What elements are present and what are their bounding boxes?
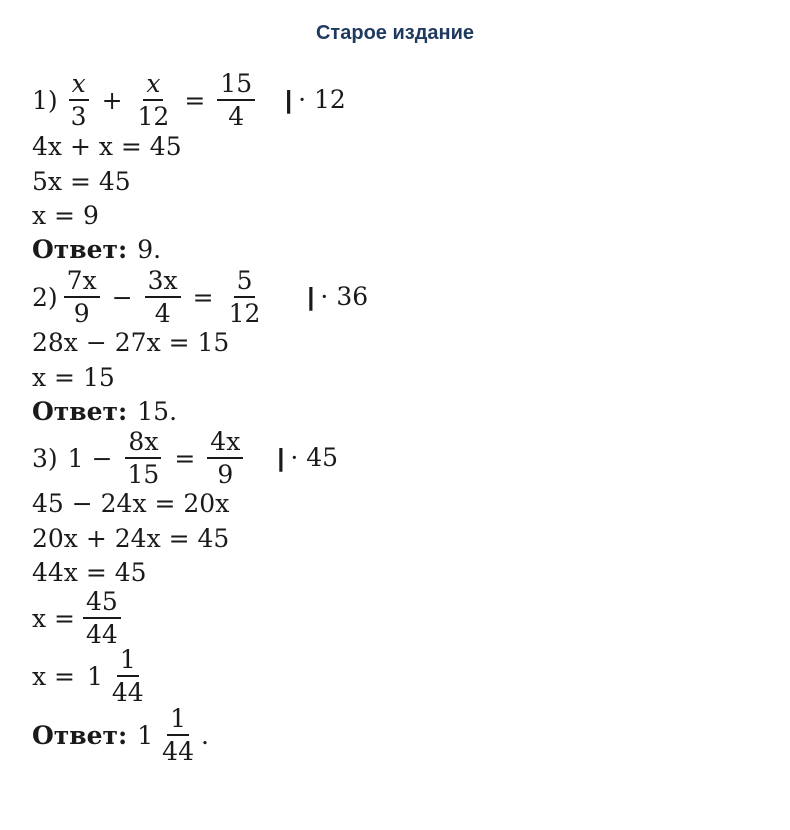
fraction-denominator: 3	[70, 102, 87, 131]
solution-step: 44x = 45	[32, 557, 147, 587]
fraction-step	[32, 587, 125, 649]
vertical-bar: |	[277, 444, 285, 472]
fraction-numerator: 45	[83, 589, 121, 619]
fraction	[109, 647, 147, 705]
fraction-numerator: 3x	[145, 268, 181, 298]
multiplier-value: · 36	[320, 282, 369, 311]
mixed-number-step	[32, 645, 151, 707]
fraction-numerator: x	[143, 71, 163, 101]
vertical-bar: |	[285, 86, 293, 114]
mixed-integer: 1	[137, 720, 154, 750]
fraction-denominator: 4	[154, 299, 171, 328]
fraction	[68, 71, 90, 129]
multiplier	[285, 85, 346, 115]
multiplier-value: · 12	[298, 85, 346, 114]
solution-step: x = 9	[32, 200, 99, 230]
fraction-numerator: 5	[234, 268, 256, 298]
fraction	[226, 268, 264, 326]
problem-2-equation	[32, 266, 369, 328]
page-title: Старое издание	[315, 22, 475, 44]
answer-line	[32, 391, 177, 431]
fraction-denominator: 9	[73, 299, 90, 328]
fraction	[83, 589, 121, 647]
operator: −	[91, 443, 113, 473]
problem-1-equation	[32, 69, 346, 131]
problem-3-equation	[32, 427, 339, 489]
fraction-numerator: 15	[217, 71, 255, 101]
multiplier-value: · 45	[290, 443, 339, 472]
equals-sign: =	[184, 85, 206, 115]
solution-step: 45 − 24x = 20x	[32, 488, 230, 518]
fraction	[217, 71, 255, 129]
multiplier	[277, 443, 338, 473]
answer-line	[32, 229, 161, 269]
fraction-denominator: 44	[86, 620, 118, 649]
fraction	[64, 268, 100, 326]
fraction-numerator: 1	[117, 647, 139, 677]
fraction-numerator: 8x	[125, 429, 161, 459]
fraction-numerator: 7x	[64, 268, 100, 298]
step-lhs: x =	[32, 603, 75, 633]
equals-sign: =	[192, 282, 214, 312]
fraction-numerator: 1	[167, 706, 189, 736]
problem-number: 1)	[32, 85, 58, 115]
answer-label: Ответ:	[32, 396, 128, 426]
solution-step: 20x + 24x = 45	[32, 523, 230, 553]
fraction-denominator: 15	[127, 460, 160, 489]
vertical-bar: |	[307, 283, 315, 311]
fraction-denominator: 12	[228, 299, 261, 328]
solution-step: 4x + x = 45	[32, 131, 182, 161]
problem-number: 2)	[32, 282, 58, 312]
fraction-denominator: 44	[162, 737, 194, 766]
fraction	[145, 268, 181, 326]
fraction	[159, 706, 197, 764]
fraction-denominator: 44	[111, 678, 144, 707]
fraction	[207, 429, 243, 487]
answer-label: Ответ:	[32, 234, 128, 264]
fraction	[135, 71, 173, 129]
fraction-denominator: 4	[228, 102, 245, 131]
mixed-integer: 1	[87, 661, 103, 691]
fraction	[125, 429, 163, 487]
equals-sign: =	[174, 443, 196, 473]
solution-step: x = 15	[32, 362, 115, 392]
answer-value: 15.	[137, 396, 178, 426]
step-lhs: x =	[32, 661, 75, 691]
operator: +	[101, 85, 123, 115]
period: .	[200, 720, 209, 750]
operator: −	[111, 282, 133, 312]
solution-step: 5x = 45	[32, 166, 131, 196]
fraction-denominator: 9	[217, 460, 234, 489]
answer-label: Ответ:	[32, 720, 128, 750]
answer-line	[32, 704, 209, 766]
fraction-denominator: 12	[137, 102, 170, 131]
fraction-numerator: 4x	[207, 429, 243, 459]
answer-value: 9.	[137, 234, 162, 264]
solution-step: 28x − 27x = 15	[32, 327, 230, 357]
multiplier	[307, 282, 368, 312]
fraction-numerator: x	[69, 71, 89, 101]
leading-term: 1	[67, 443, 84, 473]
problem-number: 3)	[32, 443, 58, 473]
